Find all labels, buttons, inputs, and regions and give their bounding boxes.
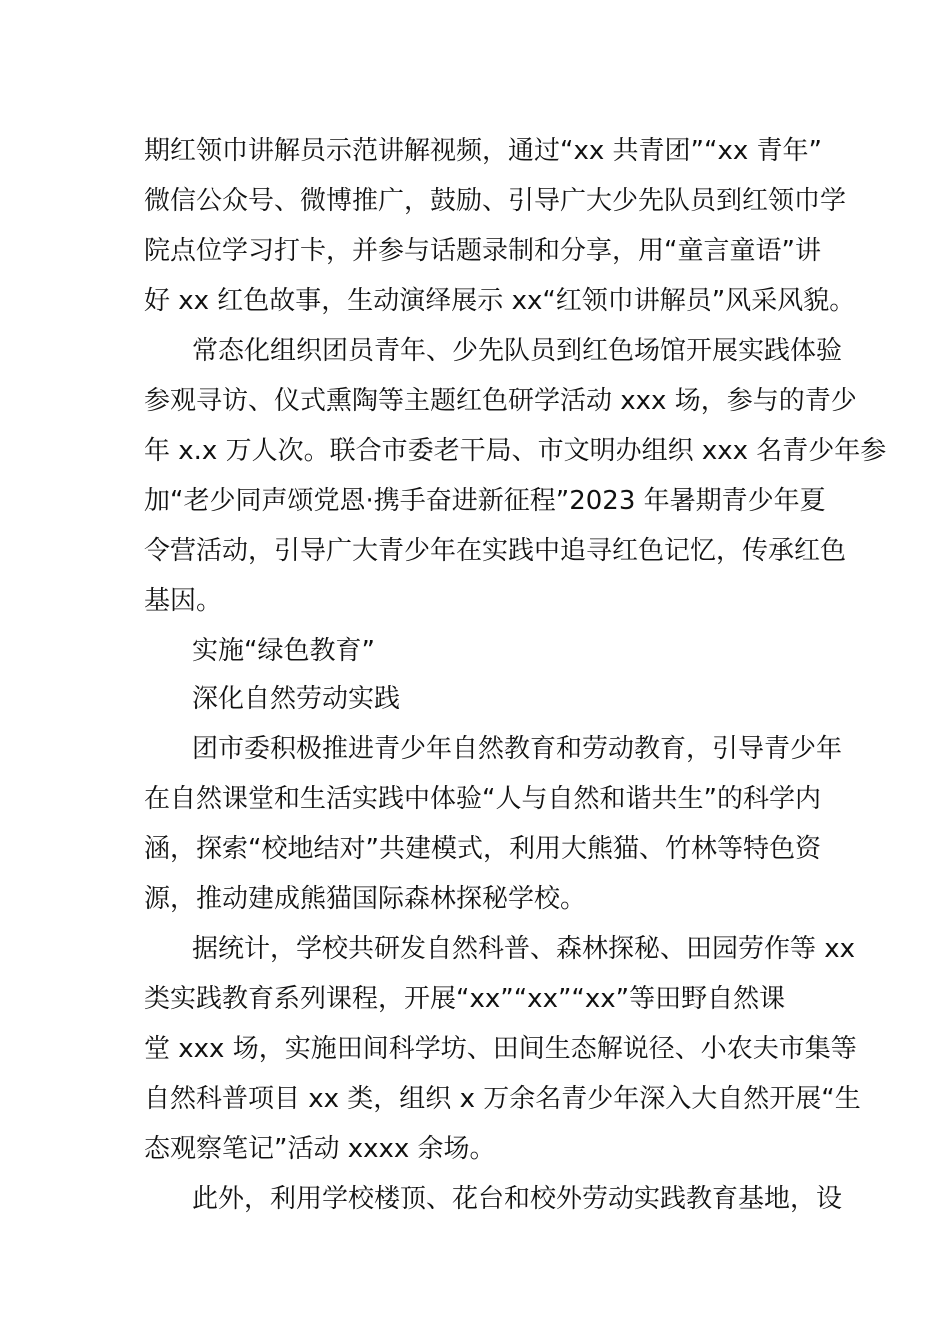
paragraph-line: 常态化组织团员青年、少先队员到红色场馆开展实践体验 <box>192 336 843 366</box>
paragraph-line: 据统计，学校共研发自然科普、森林探秘、田园劳作等 xx <box>192 934 856 964</box>
paragraph-line: 期红领巾讲解员示范讲解视频，通过“xx 共青团”“xx 青年” <box>144 136 822 166</box>
paragraph-line: 基因。 <box>144 586 223 616</box>
paragraph-line: 参观寻访、仪式熏陶等主题红色研学活动 xxx 场，参与的青少 <box>144 386 857 416</box>
paragraph-line: 好 xx 红色故事，生动演绎展示 xx“红领巾讲解员”风采风貌。 <box>144 286 856 316</box>
section-subheading: 深化自然劳动实践 <box>192 684 401 714</box>
paragraph-line: 加“老少同声颂党恩·携手奋进新征程”2023 年暑期青少年夏 <box>144 486 826 516</box>
paragraph-line: 态观察笔记”活动 xxxx 余场。 <box>144 1134 496 1164</box>
paragraph-line: 源，推动建成熊猫国际森林探秘学校。 <box>144 884 587 914</box>
section-heading: 实施“绿色教育” <box>192 636 375 666</box>
paragraph-line: 令营活动，引导广大青少年在实践中追寻红色记忆，传承红色 <box>144 536 847 566</box>
paragraph-line: 堂 xxx 场，实施田间科学坊、田间生态解说径、小农夫市集等 <box>144 1034 857 1064</box>
paragraph-line: 团市委积极推进青少年自然教育和劳动教育，引导青少年 <box>192 734 843 764</box>
paragraph-line: 年 x.x 万人次。联合市委老干局、市文明办组织 xxx 名青少年参 <box>144 436 887 466</box>
paragraph-line: 院点位学习打卡，并参与话题录制和分享，用“童言童语”讲 <box>144 236 821 266</box>
paragraph-line: 在自然课堂和生活实践中体验“人与自然和谐共生”的科学内 <box>144 784 821 814</box>
paragraph-line: 类实践教育系列课程，开展“xx”“xx”“xx”等田野自然课 <box>144 984 786 1014</box>
paragraph-line: 此外，利用学校楼顶、花台和校外劳动实践教育基地，设 <box>192 1184 843 1214</box>
paragraph-line: 微信公众号、微博推广，鼓励、引导广大少先队员到红领巾学 <box>144 186 847 216</box>
paragraph-line: 涵，探索“校地结对”共建模式，利用大熊猫、竹林等特色资 <box>144 834 821 864</box>
paragraph-line: 自然科普项目 xx 类，组织 x 万余名青少年深入大自然开展“生 <box>144 1084 861 1114</box>
